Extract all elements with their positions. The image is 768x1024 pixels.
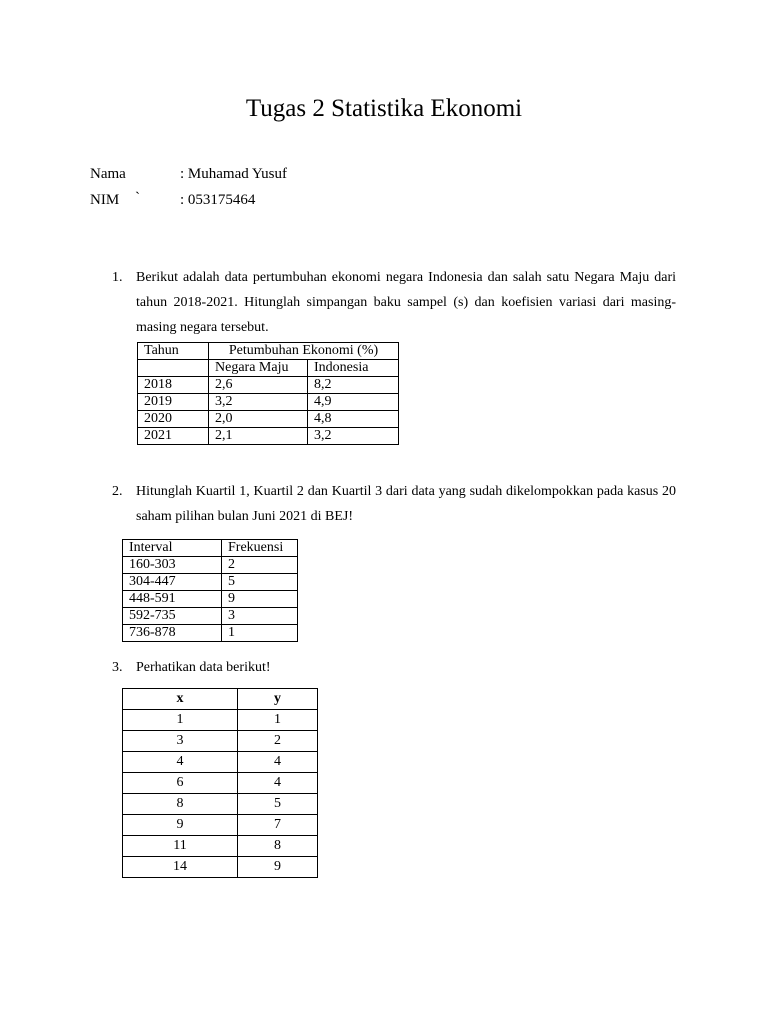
cell-frekuensi: 9: [222, 591, 298, 608]
cell-indonesia: 4,9: [308, 394, 399, 411]
document-title: Tugas 2 Statistika Ekonomi: [245, 95, 523, 122]
cell-tahun: 2021: [138, 428, 209, 445]
cell-frekuensi: 2: [222, 557, 298, 574]
cell-y: 4: [238, 752, 318, 773]
question-3-number: 3.: [112, 660, 123, 675]
table-row: [123, 752, 318, 773]
table-header-row: [123, 540, 298, 557]
table-row: [123, 857, 318, 878]
frequency-table: [122, 539, 298, 642]
table-subheader-row: [138, 360, 399, 377]
cell-maju: 2,1: [209, 428, 308, 445]
cell-y: 4: [238, 773, 318, 794]
header-frekuensi: Frekuensi: [222, 540, 298, 557]
table-row: [123, 836, 318, 857]
header-x: x: [123, 689, 238, 710]
cell-interval: 448-591: [123, 591, 222, 608]
table-row: [123, 815, 318, 836]
table-row: [123, 710, 318, 731]
header-group-growth: Petumbuhan Ekonomi (%): [209, 343, 399, 360]
cell-y: 2: [238, 731, 318, 752]
table-row: [123, 625, 298, 642]
cell-x: 6: [123, 773, 238, 794]
cell-x: 8: [123, 794, 238, 815]
question-1-text: Berikut adalah data pertumbuhan ekonomi negara Indonesia dan salah satu Negara Maju dari tahun 2018-2021. Hitunglah simpangan baku sampel (s) dan koefisien variasi dari masing-masing negara tersebut.: [136, 270, 676, 335]
table-row: [138, 411, 399, 428]
question-2-text: Hitunglah Kuartil 1, Kuartil 2 dan Kuartil 3 dari data yang sudah dikelompokkan pada kasus 20 saham pilihan bulan Juni 2021 di BEJ!: [136, 484, 676, 524]
cell-indonesia: 8,2: [308, 377, 399, 394]
question-2-number: 2.: [112, 484, 123, 499]
nim-label: NIM: [90, 192, 120, 208]
table-header-row: [123, 689, 318, 710]
cell-interval: 592-735: [123, 608, 222, 625]
cell-x: 14: [123, 857, 238, 878]
cell-tahun: 2020: [138, 411, 209, 428]
question-1-number: 1.: [112, 270, 123, 285]
cell-y: 8: [238, 836, 318, 857]
name-label: Nama: [90, 166, 126, 182]
table-row: [138, 394, 399, 411]
table-row: [123, 608, 298, 625]
cell-frekuensi: 3: [222, 608, 298, 625]
cell-y: 9: [238, 857, 318, 878]
subheader-empty: [138, 360, 209, 377]
nim-value: : 053175464: [180, 192, 256, 208]
cell-tahun: 2019: [138, 394, 209, 411]
name-value: : Muhamad Yusuf: [180, 166, 287, 182]
cell-x: 1: [123, 710, 238, 731]
cell-frekuensi: 5: [222, 574, 298, 591]
cell-x: 11: [123, 836, 238, 857]
cell-maju: 2,6: [209, 377, 308, 394]
header-y: y: [238, 689, 318, 710]
table-row: [138, 377, 399, 394]
subheader-indonesia: Indonesia: [308, 360, 399, 377]
economic-growth-table: [137, 342, 399, 445]
cell-x: 3: [123, 731, 238, 752]
cell-maju: 2,0: [209, 411, 308, 428]
table-row: [138, 428, 399, 445]
cell-indonesia: 4,8: [308, 411, 399, 428]
table-row: [123, 794, 318, 815]
cell-indonesia: 3,2: [308, 428, 399, 445]
header-interval: Interval: [123, 540, 222, 557]
cell-tahun: 2018: [138, 377, 209, 394]
cell-y: 5: [238, 794, 318, 815]
cell-x: 4: [123, 752, 238, 773]
cell-maju: 3,2: [209, 394, 308, 411]
table-row: [123, 773, 318, 794]
question-3-text: Perhatikan data berikut!: [136, 660, 271, 675]
cell-y: 1: [238, 710, 318, 731]
table-row: [123, 731, 318, 752]
cell-y: 7: [238, 815, 318, 836]
table-row: [123, 557, 298, 574]
table-header-row: [138, 343, 399, 360]
cell-interval: 304-447: [123, 574, 222, 591]
cell-frekuensi: 1: [222, 625, 298, 642]
table-row: [123, 574, 298, 591]
cell-x: 9: [123, 815, 238, 836]
subheader-negara-maju: Negara Maju: [209, 360, 308, 377]
table-row: [123, 591, 298, 608]
header-tahun: Tahun: [138, 343, 209, 360]
cell-interval: 160-303: [123, 557, 222, 574]
xy-data-table: [122, 688, 318, 878]
nim-tick: `: [135, 190, 140, 206]
cell-interval: 736-878: [123, 625, 222, 642]
